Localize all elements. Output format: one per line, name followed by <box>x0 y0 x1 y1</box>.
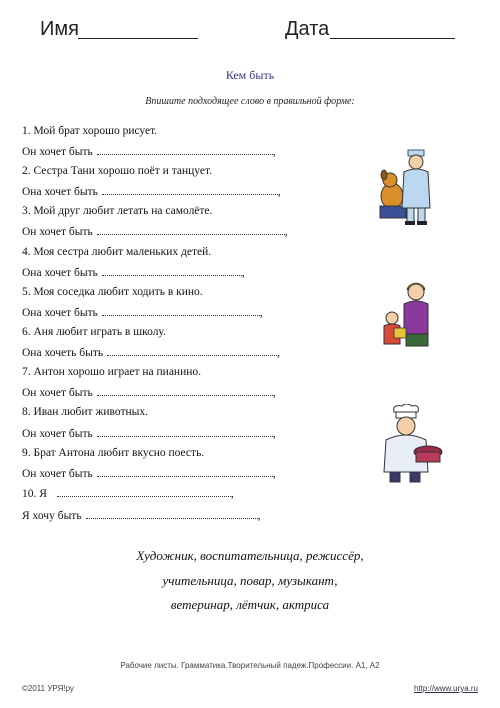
teacher-illustration <box>378 278 438 356</box>
answer-blank[interactable] <box>97 224 285 235</box>
date-blank-line[interactable] <box>330 38 455 39</box>
date-label: Дата <box>285 18 330 40</box>
answer-prefix: Она хочет быть <box>22 267 98 279</box>
exercise-4-answer: Она хочет быть , <box>22 267 245 279</box>
answer-blank[interactable] <box>102 305 260 316</box>
answer-prefix: Он хочет быть <box>22 468 93 480</box>
answer-blank[interactable] <box>102 265 242 276</box>
answer-prefix: Она хочет быть <box>22 307 98 319</box>
answer-prefix: Он хочет быть <box>22 146 93 158</box>
exercise-7-answer: Он хочет быть , <box>22 387 276 399</box>
footer-copyright: ©2011 УРЯ!ру <box>22 684 74 693</box>
exercise-6-answer: Она хочеть быть , <box>22 347 280 359</box>
answer-blank[interactable] <box>57 486 231 497</box>
exercise-2-sentence: 2. Сестра Тани хорошо поёт и танцует. <box>22 165 213 177</box>
exercise-6-sentence: 6. Аня любит играть в школу. <box>22 326 166 338</box>
exercise-8-answer: Он хочет быть , <box>22 428 276 440</box>
answer-prefix: Я хочу быть <box>22 510 82 522</box>
exercise-9-answer: Он хочет быть , <box>22 468 276 480</box>
name-label: Имя <box>40 18 79 40</box>
exercise-4-sentence: 4. Моя сестра любит маленьких детей. <box>22 246 212 258</box>
instruction-text: Впишите подходящее слово в правильной форме: <box>145 96 355 107</box>
answer-blank[interactable] <box>97 385 273 396</box>
answer-blank[interactable] <box>97 144 273 155</box>
exercise-9-sentence: 9. Брат Антона любит вкусно поесть. <box>22 447 205 459</box>
answer-blank[interactable] <box>97 466 273 477</box>
exercise-3-answer: Он хочет быть , <box>22 226 288 238</box>
answer-prefix: Она хочет быть <box>22 186 98 198</box>
answer-blank[interactable] <box>86 508 258 519</box>
exercise-1-sentence: 1. Мой брат хорошо рисует. <box>22 125 158 137</box>
footer-caption: Рабочие листы. Грамматика.Творительный падеж.Профессии. А1, А2 <box>120 661 380 670</box>
answer-prefix: Он хочет быть <box>22 387 93 399</box>
word-bank-line-3: ветеринар, лётчик, актриса <box>170 597 330 612</box>
answer-blank[interactable] <box>107 345 277 356</box>
name-blank-line[interactable] <box>78 38 198 39</box>
exercise-1-answer: Он хочет быть , <box>22 146 276 158</box>
answer-blank[interactable] <box>102 184 278 195</box>
exercise-8-sentence: 8. Иван любит животных. <box>22 406 149 418</box>
exercise-7-sentence: 7. Антон хорошо играет на пианино. <box>22 366 202 378</box>
footer-url-link[interactable]: http://www.urya.ru <box>413 684 478 693</box>
worksheet-title: Кем быть <box>225 68 275 82</box>
exercise-10-answer: Я хочу быть , <box>22 510 261 522</box>
exercise-5-sentence: 5. Моя соседка любит ходить в кино. <box>22 286 203 298</box>
answer-blank[interactable] <box>97 426 273 437</box>
exercise-10-sentence: 10. Я , <box>22 488 234 500</box>
exercise-10-prefix: 10. Я <box>22 488 47 500</box>
word-bank-line-2: учительница, повар, музыкант, <box>162 573 338 588</box>
exercise-5-answer: Она хочет быть , <box>22 307 263 319</box>
answer-prefix: Он хочет быть <box>22 428 93 440</box>
veterinarian-illustration <box>374 148 444 228</box>
word-bank-line-1: Художник, воспитательница, режиссёр, <box>136 548 364 563</box>
exercise-2-answer: Она хочет быть , <box>22 186 281 198</box>
answer-prefix: Он хочет быть <box>22 226 93 238</box>
answer-prefix: Она хочеть быть <box>22 347 104 359</box>
cook-illustration <box>376 404 446 484</box>
exercise-3-sentence: 3. Мой друг любит летать на самолёте. <box>22 205 213 217</box>
